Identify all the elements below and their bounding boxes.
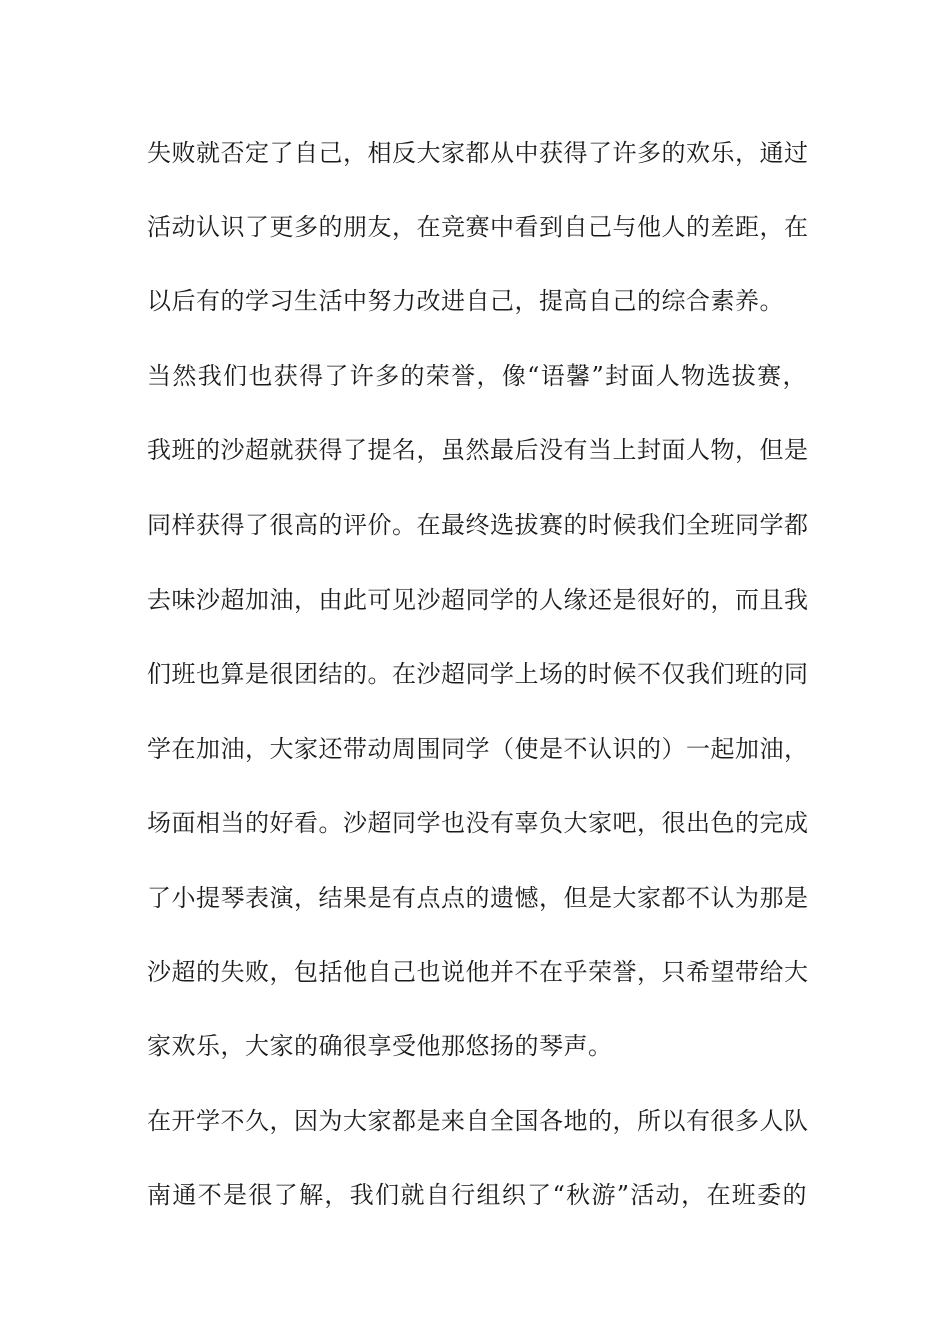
text-line: 学在加油，大家还带动周围同学（使是不认识的）一起加油， (147, 735, 809, 763)
text-line: 南通不是很了解，我们就自行组织了“秋游”活动，在班委的 (147, 1181, 807, 1209)
text-line: 活动认识了更多的朋友，在竞赛中看到自己与他人的差距，在 (147, 213, 809, 241)
text-line: 沙超的失败，包括他自己也说他并不在乎荣誉，只希望带给大 (147, 958, 809, 986)
text-line: 我班的沙超就获得了提名，虽然最后没有当上封面人物，但是 (147, 436, 809, 464)
text-line: 去味沙超加油，由此可见沙超同学的人缘还是很好的，而且我 (147, 586, 809, 614)
text-line: 失败就否定了自己，相反大家都从中获得了许多的欢乐，通过 (147, 139, 809, 167)
text-line: 家欢乐，大家的确很享受他那悠扬的琴声。 (147, 1032, 613, 1060)
text-line: 在开学不久，因为大家都是来自全国各地的，所以有很多人队 (147, 1107, 809, 1135)
text-line: 场面相当的好看。沙超同学也没有辜负大家吧，很出色的完成 (147, 809, 809, 837)
text-line: 同样获得了很高的评价。在最终选拔赛的时候我们全班同学都 (147, 511, 809, 539)
text-line: 们班也算是很团结的。在沙超同学上场的时候不仅我们班的同 (147, 660, 809, 688)
text-line: 当然我们也获得了许多的荣誉，像“语馨”封面人物选拔赛， (147, 362, 807, 390)
text-line: 了小提琴表演，结果是有点点的遗憾，但是大家都不认为那是 (147, 884, 809, 912)
text-line: 以后有的学习生活中努力改进自己，提高自己的综合素养。 (147, 287, 784, 315)
